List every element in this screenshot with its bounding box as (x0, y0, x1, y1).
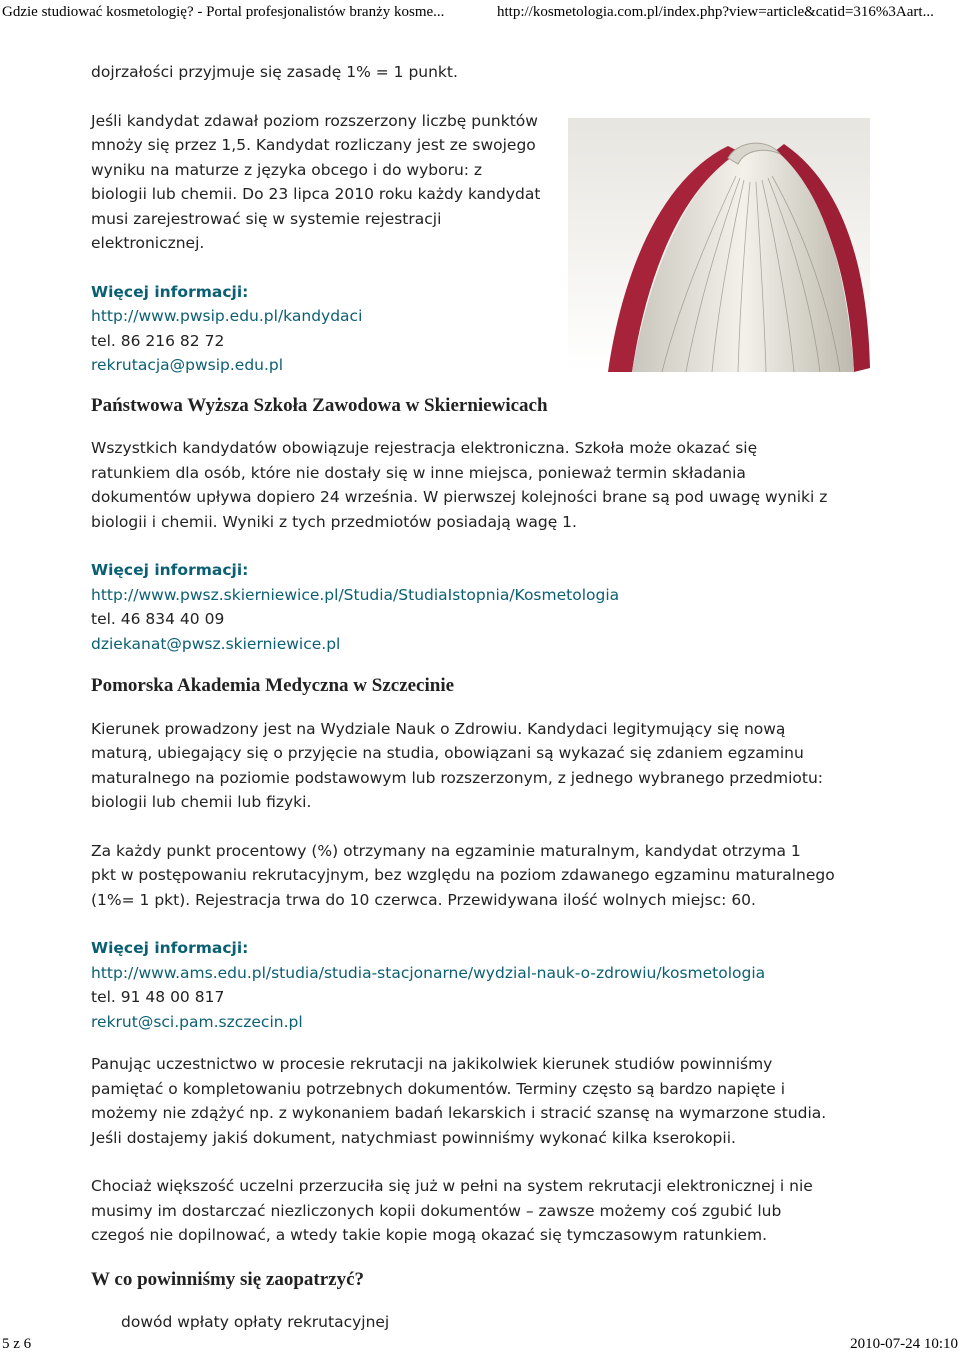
text-line: czegoś nie dopilnować, a wtedy takie kopie mogą okazać się tymczasowym ratunkiem. (91, 1226, 768, 1244)
more-info-label: Więcej informacji: (91, 561, 249, 579)
page-header-title: Gdzie studiować kosmetologię? - Portal profesjonalistów branży kosme... (2, 4, 445, 20)
phone-number: tel. 86 216 82 72 (91, 331, 225, 350)
text-line: Jeśli dostajemy jakiś dokument, natychmiast powinniśmy wykonać kilka kserokopii. (91, 1128, 736, 1147)
text-line: pkt w postępowaniu rekrutacyjnym, bez względu na poziom zdawanego egzaminu maturalnego (91, 866, 835, 884)
text-line: wyniku na maturze z języka obcego i do wyboru: z (91, 160, 483, 179)
heading-what-to-bring: W co powinniśmy się zaopatrzyć? (91, 1268, 365, 1290)
text-line: biologii i chemii. Wyniki z tych przedmiotów posiadają wagę 1. (91, 512, 577, 531)
paragraph-documents (91, 1052, 881, 1150)
email-link[interactable]: rekrut@sci.pam.szczecin.pl (91, 1012, 303, 1031)
email-link[interactable]: rekrutacja@pwsip.edu.pl (91, 356, 284, 374)
more-info-label: Więcej informacji: (91, 939, 249, 957)
pwsz-link[interactable]: http://www.pwsz.skierniewice.pl/Studia/StudiaIstopnia/Kosmetologia (91, 585, 620, 604)
more-info-block-pam (91, 936, 881, 1034)
paragraph-pam-1 (91, 717, 881, 815)
text-line: (1%= 1 pkt). Rejestracja trwa do 10 czerwca. Przewidywana ilość wolnych miejsc: 60. (91, 890, 756, 909)
print-datetime: 2010-07-24 10:10 (850, 1336, 958, 1352)
more-info-block-pwsip (91, 280, 881, 378)
more-info-label: Więcej informacji: (91, 282, 249, 301)
paragraph-extended-level (91, 109, 569, 256)
email-link[interactable]: dziekanat@pwsz.skierniewice.pl (91, 634, 341, 653)
text-line: mnoży się przez 1,5. Kandydat rozliczany jest ze swojego (91, 136, 536, 154)
text-line: elektronicznej. (91, 234, 205, 252)
more-info-block-pwsz (91, 558, 881, 656)
text-line: pamiętać o kompletowaniu potrzebnych dokumentów. Terminy często są bardzo napięte i (91, 1079, 786, 1098)
heading-pwsz-skierniewice: Państwowa Wyższa Szkoła Zawodowa w Skierniewicach (91, 394, 548, 416)
text-line: Wszystkich kandydatów obowiązuje rejestracja elektroniczna. Szkoła może okazać się (91, 439, 758, 457)
text-line: ratunkiem dla osób, które nie dostały się w inne miejsca, ponieważ termin składania (91, 463, 746, 482)
page-header-url: http://kosmetologia.com.pl/index.php?view=article&catid=316%3Aart... (497, 4, 934, 20)
paragraph-electronic-system (91, 1174, 881, 1248)
text-line: możemy nie zdążyć np. z wykonaniem badań lekarskich i stracić szansę na wymarzone studia. (91, 1104, 827, 1122)
paragraph-points-rule: dojrzałości przyjmuje się zasadę 1% = 1 punkt. (91, 63, 458, 81)
text-line: Jeśli kandydat zdawał poziom rozszerzony liczbę punktów (91, 111, 538, 130)
text-line: maturą, ubiegający się o przyjęcie na studia, obowiązani są wykazać się zdaniem egzaminu (91, 744, 804, 762)
pwsip-link[interactable]: http://www.pwsip.edu.pl/kandydaci (91, 307, 363, 325)
paragraph-pam-2 (91, 839, 881, 913)
list-item: dowód wpłaty opłaty rekrutacyjnej (121, 1313, 390, 1331)
paragraph-skierniewice (91, 436, 881, 534)
text-line: Za każdy punkt procentowy (%) otrzymany na egzaminie maturalnym, kandydat otrzyma 1 (91, 841, 801, 860)
text-line: biologii lub chemii lub fizyki. (91, 793, 312, 811)
page-number: 5 z 6 (2, 1336, 32, 1352)
text-line: musimy im dostarczać niezliczonych kopii dokumentów – zawsze możemy coś zgubić lub (91, 1201, 782, 1220)
article-content (91, 60, 881, 1335)
text-line: Kierunek prowadzony jest na Wydziale Nauk o Zdrowiu. Kandydaci legitymujący się nową (91, 719, 786, 738)
text-line: dokumentów upływa dopiero 24 września. W pierwszej kolejności brane są pod uwagę wyniki z (91, 488, 828, 506)
pam-link[interactable]: http://www.ams.edu.pl/studia/studia-stacjonarne/wydzial-nauk-o-zdrowiu/kosmetologia (91, 963, 766, 982)
text-line: Panując uczestnictwo w procesie rekrutacji na jakikolwiek kierunek studiów powinniśmy (91, 1055, 773, 1073)
phone-number: tel. 46 834 40 09 (91, 610, 225, 628)
text-line: biologii lub chemii. Do 23 lipca 2010 roku każdy kandydat (91, 185, 541, 203)
phone-number: tel. 91 48 00 817 (91, 988, 225, 1006)
text-line: Chociaż większość uczelni przerzuciła się już w pełni na system rekrutacji elektronicznej i nie (91, 1177, 813, 1195)
heading-pam-szczecin: Pomorska Akademia Medyczna w Szczecinie (91, 675, 455, 696)
text-line: maturalnego na poziomie podstawowym lub rozszerzonym, z jednego wybranego przedmiotu: (91, 768, 823, 787)
text-line: musi zarejestrować się w systemie rejestracji (91, 209, 442, 228)
